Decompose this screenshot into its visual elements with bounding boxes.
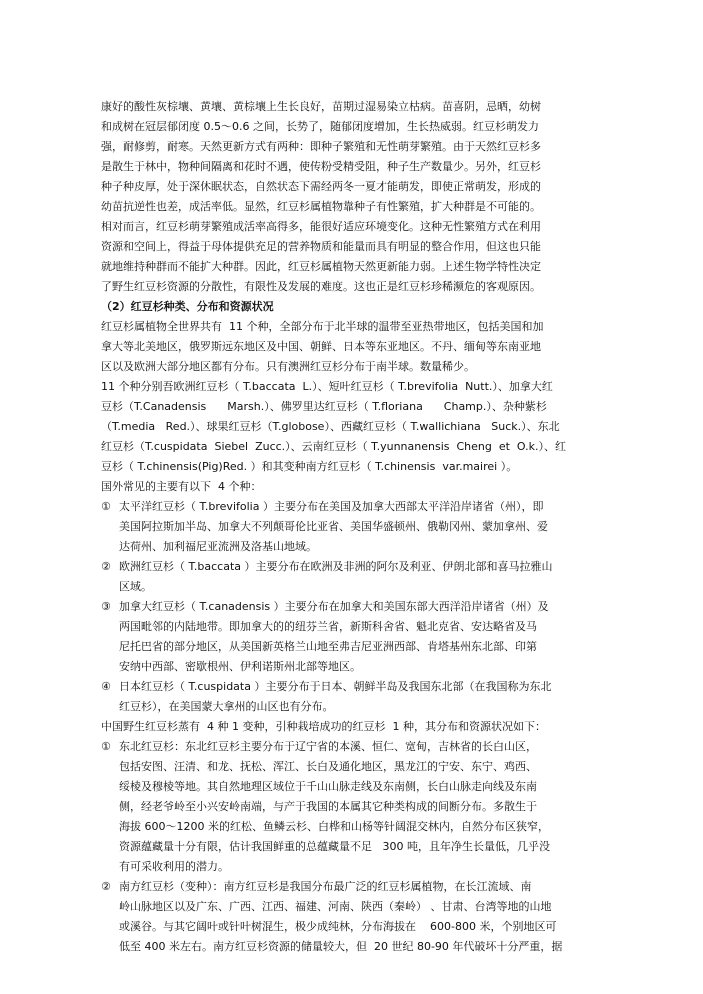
list-number <box>101 917 119 937</box>
list-item-text: 南方红豆杉（变种）：南方红豆杉是我国分布最广泛的红豆杉属植物，在长江流域、南 <box>119 880 532 893</box>
list-number <box>101 797 119 817</box>
list-item-line <box>101 517 601 537</box>
text-line: 是散生于林中，物种间隔离和花时不遇，使传粉受精受阻，种子生产数量少。另外，红豆杉 <box>101 160 541 173</box>
foreign-species-list <box>101 497 601 717</box>
intro-paragraph <box>101 97 601 297</box>
list-item-line <box>101 697 601 717</box>
list-number: ① <box>101 740 111 753</box>
text-line: 种子种皮厚，处于深休眠状态，自然状态下需经两冬一夏才能萌发，即使正常萌发，形成的 <box>101 180 541 193</box>
list-number <box>101 857 119 877</box>
list-number <box>101 757 119 777</box>
list-item-text: 区域。 <box>119 580 152 593</box>
list-item-text: 美国阿拉斯加半岛、加拿大不列颠哥伦比亚省、美国华盛顿州、俄勒冈州、蒙加拿州、爱 <box>119 520 548 533</box>
list-number <box>101 777 119 797</box>
text-line: （T.media Red.）、球果红豆杉（T.globose）、西藏红豆杉（ T.wallichiana Suck.）、东北 <box>101 420 560 433</box>
document-page <box>101 97 601 957</box>
list-number <box>101 617 119 637</box>
list-item-text: 红豆杉），在美国蒙大拿州的山区也有分布。 <box>119 700 334 713</box>
text-line: 11 个种分别吾欧洲红豆杉（ T.baccata L.）、短叶红豆杉（ T.brevifolia Nutt.）、加拿大红 <box>101 380 553 393</box>
list-number <box>101 637 119 657</box>
list-item-line <box>101 797 601 817</box>
list-item-text: 安纳中西部、密歇根州、伊利诺斯州北部等地区。 <box>119 660 361 673</box>
list-item-text: 岭山脉地区以及广东、广西、江西、福建、河南、陕西（秦岭） 、甘肃、台湾等地的山地 <box>119 900 552 913</box>
text-line: 就地维持种群而不能扩大种群。因此，红豆杉属植物天然更新能力弱。上述生物学特性决定 <box>101 260 541 273</box>
list-item-line <box>101 837 601 857</box>
list-number: ① <box>101 500 111 513</box>
china-intro: 中国野生红豆杉蒸有 4 种 1 变种，引种栽培成功的红豆杉 1 种，其分布和资源状况如下： <box>101 720 546 733</box>
list-item-text: 两国毗邻的内陆地带。即加拿大的的纽芬兰省，新斯科舍省、魁北克省、安达略省及马 <box>119 620 537 633</box>
list-item-text: 加拿大红豆杉（ T.canadensis ）主要分布在加拿大和美国东部大西洋沿岸诸省（州）及 <box>119 600 549 613</box>
text-line: 豆杉（ T.chinensis(Pig)Red. ）和其变种南方红豆杉（ T.chinensis var.mairei ）。 <box>101 460 518 473</box>
list-item-text: 太平洋红豆杉（ T.brevifolia ）主要分布在美国及加拿大西部太平洋沿岸诸省（州），即 <box>119 500 544 513</box>
text-line: 强，耐修剪，耐寒。天然更新方式有两种：即种子繁殖和无性萌芽繁殖。由于天然红豆杉多 <box>101 140 541 153</box>
list-item-line <box>101 637 601 657</box>
list-number: ④ <box>101 680 111 693</box>
list-item-text: 绥棱及穆棱等地。其自然地理区域位于千山山脉走线及东南侧，长白山脉走向线及东南 <box>119 780 537 793</box>
distribution-paragraph <box>101 317 601 497</box>
list-item-line <box>101 917 601 937</box>
list-item-line <box>101 497 601 517</box>
list-number: ② <box>101 560 111 573</box>
text-line: 幼苗抗逆性也差，成活率低。显然，红豆杉属植物靠种子有性繁殖，扩大种群是不可能的。 <box>101 200 541 213</box>
list-item-line <box>101 817 601 837</box>
list-number <box>101 537 119 557</box>
list-number <box>101 577 119 597</box>
list-number <box>101 937 119 957</box>
list-item-line <box>101 657 601 677</box>
china-species-list <box>101 737 601 957</box>
list-item-text: 资源蕴藏量十分有限，估计我国鲜重的总蕴藏量不足 300 吨，且年净生长量低，几乎没 <box>119 840 550 853</box>
list-item-line <box>101 897 601 917</box>
text-line: 国外常见的主要有以下 4 个种： <box>101 480 262 493</box>
list-item-line <box>101 937 601 957</box>
section-heading: （2）红豆杉种类、分布和资源状况 <box>101 300 274 313</box>
text-line: 拿大等北美地区，俄罗斯远东地区及中国、朝鲜、日本等东亚地区。不丹、缅甸等东南亚地 <box>101 340 541 353</box>
list-item-text: 侧，经老爷岭至小兴安岭南端，与产于我国的本属其它种类构成的间断分布。多散生于 <box>119 800 537 813</box>
list-item-line <box>101 597 601 617</box>
list-number <box>101 897 119 917</box>
list-item-text: 日本红豆杉（ T.cuspidata ）主要分布于日本、朝鲜半岛及我国东北部（在我国称为东北 <box>119 680 552 693</box>
text-line: 了野生红豆杉资源的分散性，有限性及发展的难度。这也正是红豆杉珍稀濒危的客观原因。 <box>101 280 541 293</box>
list-item-line <box>101 577 601 597</box>
list-item-line <box>101 617 601 637</box>
list-item-text: 或溪谷。与其它阔叶或针叶树混生，极少成纯林，分布海拔在 600-800 米，个别地区可 <box>119 920 557 933</box>
list-item-line <box>101 777 601 797</box>
text-line: 豆杉（T.Canadensis Marsh.）、佛罗里达红豆杉（ T.floriana Champ.）、杂种紫杉 <box>101 400 547 413</box>
list-number: ② <box>101 880 111 893</box>
list-item-text: 尼托巴省的部分地区，从美国新英格兰山地至弗吉尼亚洲西部、肯塔基州东北部、印第 <box>119 640 537 653</box>
list-item-text: 包括安图、汪清、和龙、抚松、浑江、长白及通化地区，黑龙江的宁安、东宁、鸡西、 <box>119 760 537 773</box>
list-number <box>101 837 119 857</box>
text-line: 红豆杉属植物全世界共有 11 个种，全部分布于北半球的温带至亚热带地区，包括美国和加 <box>101 320 544 333</box>
list-item-text: 海拔 600～1200 米的红松、鱼鳞云杉、白桦和山杨等针阔混交林内，自然分布区狭窄， <box>119 820 549 833</box>
text-line: 区以及欧洲大部分地区都有分布。只有澳洲红豆杉分布于南半球。数量稀少。 <box>101 360 475 373</box>
text-line: 红豆杉（T.cuspidata Siebel Zucc.）、云南红豆杉（ T.yunnanensis Cheng et O.k.）、红 <box>101 440 566 453</box>
list-number <box>101 657 119 677</box>
text-line: 相对而言，红豆杉萌芽繁殖成活率高得多，能很好适应环境变化。这种无性繁殖方式在利用 <box>101 220 541 233</box>
list-item-line <box>101 877 601 897</box>
list-item-line <box>101 737 601 757</box>
list-item-text: 东北红豆杉：东北红豆杉主要分布于辽宁省的本溪、恒仁、宽甸，吉林省的长白山区， <box>119 740 537 753</box>
list-item-line <box>101 537 601 557</box>
list-item-line <box>101 677 601 697</box>
list-number <box>101 697 119 717</box>
list-item-text: 达荷州、加利福尼亚流洲及洛基山地域。 <box>119 540 317 553</box>
list-item-text: 欧洲红豆杉（ T.baccata ）主要分布在欧洲及非洲的阿尔及利亚、伊朗北部和喜马拉雅山 <box>119 560 553 573</box>
list-item-line <box>101 757 601 777</box>
list-number <box>101 517 119 537</box>
list-item-text: 低至 400 米左右。南方红豆杉资源的储量较大，但 20 世纪 80-90 年代破坏十分严重，据 <box>119 940 563 953</box>
list-number: ③ <box>101 600 111 613</box>
text-line: 资源和空间上，得益于母体提供充足的营养物质和能量而具有明显的整合作用，但这也只能 <box>101 240 541 253</box>
text-line: 康好的酸性灰棕壤、黄壤、黄棕壤上生长良好，苗期过湿易染立枯病。苗喜阴，忌晒，幼树 <box>101 100 541 113</box>
list-item-text: 有可采收利用的潜力。 <box>119 860 229 873</box>
text-line: 和成树在冠层郁闭度 0.5～0.6 之间，长势了，随郁闭度增加，生长热威弱。红豆杉萌发力 <box>101 120 539 133</box>
list-item-line <box>101 857 601 877</box>
list-item-line <box>101 557 601 577</box>
list-number <box>101 817 119 837</box>
